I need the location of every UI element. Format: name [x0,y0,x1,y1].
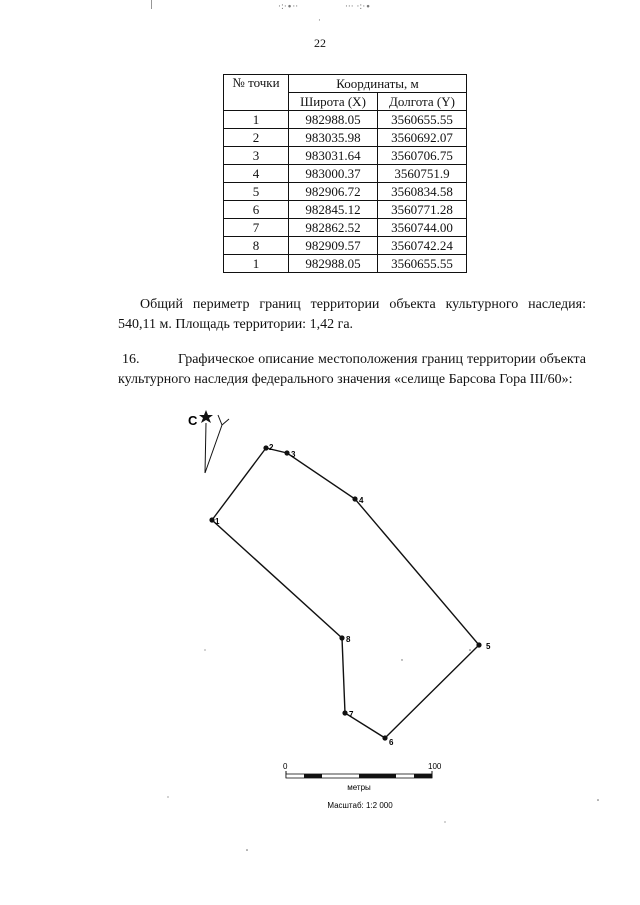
vertex-2 [263,445,268,450]
vertex-8 [339,635,344,640]
north-star-icon [199,410,213,423]
north-arrow-shaft [205,423,206,473]
scan-artifact: ·:·∙·· [278,2,299,12]
vertex-label: 4 [359,496,364,505]
dust-dot [597,799,599,801]
cell-point: 2 [224,129,289,147]
dust-dot [246,849,248,851]
scale-unit-label: метры [347,783,371,792]
vertex-4 [352,496,357,501]
cell-longitude: 3560692.07 [378,129,467,147]
vertex-label: 8 [346,635,351,644]
vertex-3 [284,450,289,455]
cell-longitude: 3560771.28 [378,201,467,219]
vertex-1 [209,517,214,522]
vertex-label: 1 [215,517,220,526]
cell-longitude: 3560655.55 [378,111,467,129]
cell-longitude: 3560744.00 [378,219,467,237]
scan-artifact: | [150,0,154,10]
vertex-7 [342,710,347,715]
cell-point: 8 [224,237,289,255]
cell-latitude: 982988.05 [289,255,378,273]
page-number: 22 [314,36,326,50]
cell-point: 5 [224,183,289,201]
cell-point: 1 [224,255,289,273]
vertex-label: 3 [291,450,296,459]
cell-latitude: 983035.98 [289,129,378,147]
header-latitude: Широта (X) [289,93,378,111]
scale-end-label: 100 [428,762,442,771]
cell-longitude: 3560655.55 [378,255,467,273]
north-label: С [188,413,198,428]
vertex-label: 2 [269,443,274,452]
scale-bar [283,762,442,810]
perimeter-paragraph: Общий периметр границ территории объекта культурного наследия: 540,11 м. Площадь территории: 1,42 га. [118,297,586,332]
vertex-label: 7 [349,710,354,719]
dust-dot [401,659,402,660]
cell-point: 7 [224,219,289,237]
header-coordinates: Координаты, м [289,75,467,93]
cell-longitude: 3560706.75 [378,147,467,165]
cell-longitude: 3560742.24 [378,237,467,255]
dust-dot [204,649,205,650]
cell-latitude: 982862.52 [289,219,378,237]
dust-dot [444,821,445,822]
cell-latitude: 982845.12 [289,201,378,219]
scale-ratio-label: Масштаб: 1:2 000 [327,801,393,810]
cell-latitude: 983031.64 [289,147,378,165]
cell-latitude: 983000.37 [289,165,378,183]
section-number: 16. [122,352,140,367]
vertex-label: 6 [389,738,394,747]
cell-latitude: 982909.57 [289,237,378,255]
cell-point: 4 [224,165,289,183]
vertex-label: 5 [486,642,491,651]
north-arrow-tick [218,415,222,425]
dust-dot [167,796,168,797]
scan-artifact: ··· ·:·∙ [345,2,371,12]
cell-point: 1 [224,111,289,129]
scale-segment [414,774,432,778]
vertex-6 [382,735,387,740]
scan-artifact: · [318,16,321,26]
scale-start-label: 0 [283,762,288,771]
north-arrow-side [205,425,222,473]
north-arrow-tick [222,419,229,425]
cell-point: 3 [224,147,289,165]
cell-longitude: 3560751.9 [378,165,467,183]
scale-segment [359,774,396,778]
header-longitude: Долгота (Y) [378,93,467,111]
cell-longitude: 3560834.58 [378,183,467,201]
boundary-vertices [209,445,481,740]
cell-latitude: 982906.72 [289,183,378,201]
territory-boundary [212,448,479,738]
header-point-number: № точки [224,75,289,111]
scan-dust [167,649,598,851]
cell-latitude: 982988.05 [289,111,378,129]
section-text: Графическое описание местоположения границ территории объекта культурного наследия федерального значения «селище Барсова Гора III/60»: [118,352,586,387]
vertex-5 [476,642,481,647]
vertex-labels [215,443,491,747]
dust-dot [469,649,471,651]
north-arrow [188,410,229,473]
scale-segment [304,774,322,778]
cell-point: 6 [224,201,289,219]
